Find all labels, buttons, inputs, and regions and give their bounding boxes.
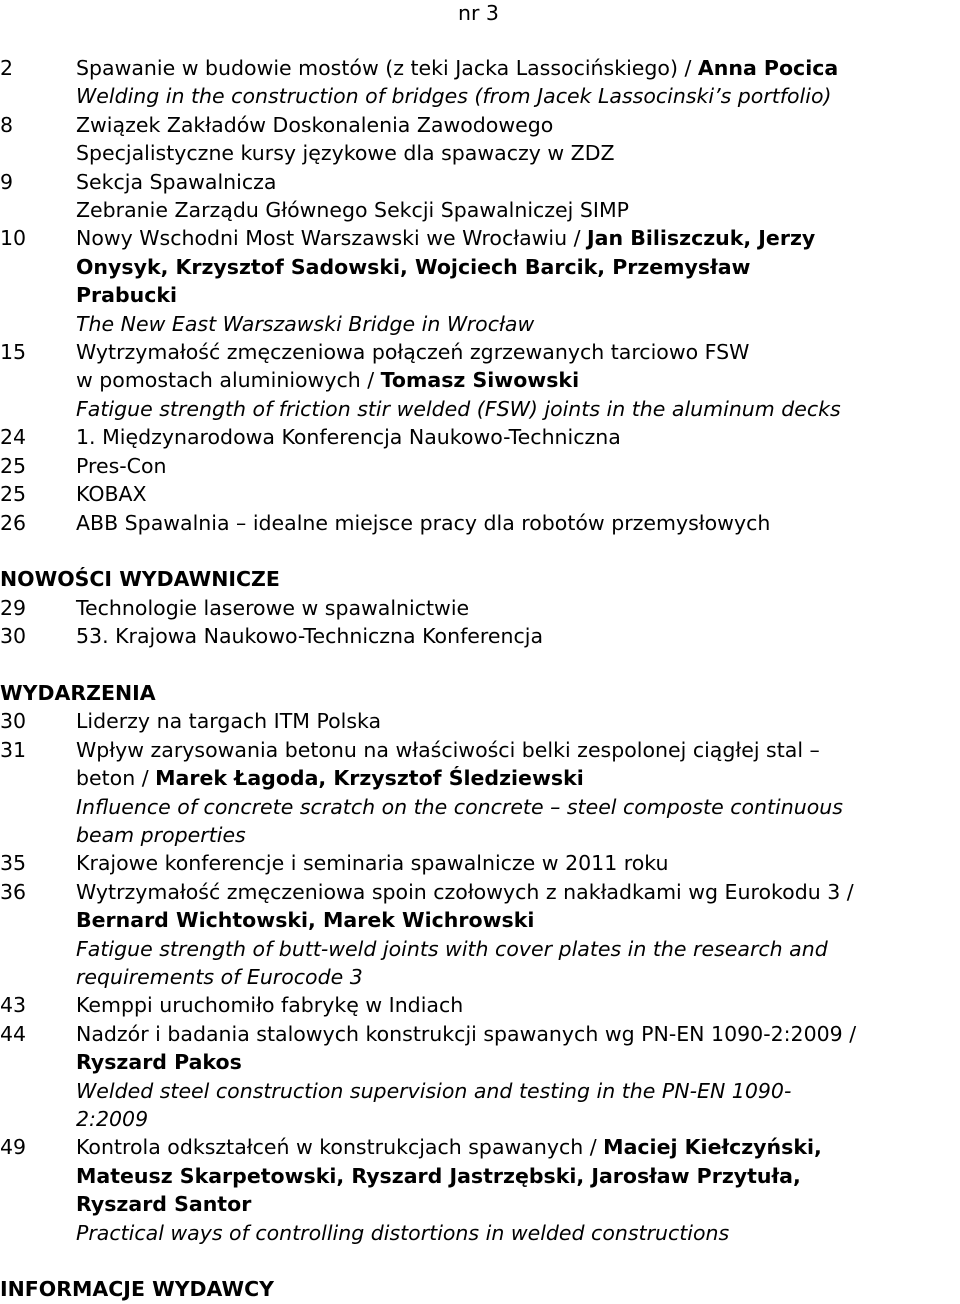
page-number: 35	[0, 851, 27, 876]
polish-title: Nowy Wschodni Most Warszawski we Wrocławiu / Jan Biliszczuk, Jerzy	[76, 226, 816, 251]
toc-entry	[0, 139, 960, 167]
polish-title: Związek Zakładów Doskonalenia Zawodowego	[76, 112, 554, 137]
english-title: Fatigue strength of butt-weld joints with cover plates in the research and	[76, 936, 828, 961]
english-title: Practical ways of controlling distortions in welded constructions	[76, 1220, 730, 1245]
toc-entry	[0, 224, 960, 338]
entry-text	[76, 1133, 960, 1247]
page-number: 31	[0, 737, 27, 762]
entry-text	[76, 54, 960, 111]
polish-title	[76, 1190, 960, 1218]
polish-title: Technologie laserowe w spawalnictwie	[76, 595, 470, 620]
toc-entry	[0, 423, 960, 451]
toc-entry	[0, 878, 960, 992]
page-number: 49	[0, 1135, 27, 1160]
polish-title	[76, 1048, 960, 1076]
author-names: Mateusz Skarpetowski, Ryszard Jastrzębski, Jarosław Przytuła,	[76, 1163, 801, 1188]
entry-text	[76, 168, 960, 196]
toc-entry	[0, 338, 960, 423]
page-number: 29	[0, 595, 27, 620]
entry-text	[76, 423, 960, 451]
entry-text	[76, 1020, 960, 1134]
page-number: 30	[0, 709, 27, 734]
polish-title: Wpływ zarysowania betonu na właściwości belki zespolonej ciągłej stal –	[76, 737, 820, 762]
polish-title: Krajowe konferencje i seminaria spawalnicze w 2011 roku	[76, 851, 669, 876]
author-names: Ryszard Pakos	[76, 1050, 242, 1075]
entry-text	[76, 509, 960, 537]
section-heading: INFORMACJE WYDAWCY	[0, 1277, 274, 1302]
polish-title: Kontrola odkształceń w konstrukcjach spawanych / Maciej Kiełczyński,	[76, 1135, 822, 1160]
english-title: Fatigue strength of friction stir welded (FSW) joints in the aluminum decks	[76, 396, 841, 421]
toc-entry	[0, 452, 960, 480]
polish-title	[76, 906, 960, 934]
toc-entry	[0, 196, 960, 224]
polish-title	[76, 1162, 960, 1190]
toc-entry	[0, 594, 960, 622]
english-title: Welding in the construction of bridges (from Jacek Lassocinski’s portfolio)	[76, 84, 832, 109]
entry-text	[76, 622, 960, 650]
toc-entry	[0, 849, 960, 877]
page-number: 36	[0, 879, 27, 904]
entry-text	[76, 707, 960, 735]
page-number: 2	[0, 56, 14, 80]
author-names: Maciej Kiełczyński,	[603, 1135, 822, 1160]
english-title: Influence of concrete scratch on the concrete – steel composte continuous	[76, 794, 843, 819]
entry-text	[76, 480, 960, 508]
polish-title: Spawanie w budowie mostów (z teki Jacka Lassocińskiego) / Anna Pocica	[76, 56, 839, 80]
page-number: 9	[0, 169, 14, 194]
polish-title: 1. Międzynarodowa Konferencja Naukowo-Techniczna	[76, 425, 621, 450]
page-number	[0, 139, 76, 167]
toc-entry	[0, 111, 960, 139]
polish-title: Nadzór i badania stalowych konstrukcji spawanych wg PN-EN 1090-2:2009 /	[76, 1021, 857, 1046]
entry-text	[76, 111, 960, 139]
entry-text	[76, 594, 960, 622]
author-names: Marek Łagoda, Krzysztof Śledziewski	[155, 766, 584, 791]
entry-text	[76, 849, 960, 877]
polish-title	[76, 253, 960, 281]
english-title: 2:2009	[76, 1107, 149, 1131]
english-title: The New East Warszawski Bridge in Wrocław	[76, 311, 535, 336]
polish-title: Wytrzymałość zmęczeniowa spoin czołowych z nakładkami wg Eurokodu 3 /	[76, 879, 854, 904]
section-heading: WYDARZENIA	[0, 680, 156, 705]
page-number: 44	[0, 1021, 27, 1046]
entry-text	[76, 991, 960, 1019]
polish-title: Sekcja Spawalnicza	[76, 169, 277, 194]
polish-title: 53. Krajowa Naukowo-Techniczna Konferencja	[76, 624, 544, 649]
author-names: Anna Pocica	[697, 56, 839, 80]
toc-entry	[0, 707, 960, 735]
page-number: 15	[0, 340, 27, 365]
entry-text	[76, 338, 960, 423]
english-title: Welded steel construction supervision and testing in the PN-EN 1090-	[76, 1078, 792, 1103]
page-number	[0, 196, 76, 224]
polish-title: KOBAX	[76, 482, 147, 507]
entry-text	[76, 224, 960, 338]
polish-title: beton / Marek Łagoda, Krzysztof Śledziewski	[76, 766, 584, 791]
toc-entry	[0, 480, 960, 508]
author-names: Jan Biliszczuk, Jerzy	[587, 226, 816, 251]
toc-entry	[0, 736, 960, 850]
polish-title: ABB Spawalnia – idealne miejsce pracy dla robotów przemysłowych	[76, 510, 771, 535]
entry-text	[76, 196, 960, 224]
english-title: requirements of Eurocode 3	[76, 964, 363, 989]
polish-title: Kemppi uruchomiło fabrykę w Indiach	[76, 993, 464, 1018]
entry-text	[76, 139, 960, 167]
page-number: 30	[0, 624, 27, 649]
page-number: 8	[0, 112, 14, 137]
toc-entry	[0, 509, 960, 537]
entry-text	[76, 452, 960, 480]
author-names: Onysyk, Krzysztof Sadowski, Wojciech Barcik, Przemysław	[76, 254, 751, 279]
entry-text	[76, 878, 960, 992]
english-title: beam properties	[76, 822, 246, 847]
toc-entry	[0, 168, 960, 196]
toc-entry	[0, 1020, 960, 1134]
toc-entry	[0, 54, 960, 111]
entry-text	[76, 736, 960, 850]
toc-entry	[0, 622, 960, 650]
author-names: Ryszard Santor	[76, 1192, 252, 1217]
polish-title	[76, 281, 960, 309]
author-names: Bernard Wichtowski, Marek Wichrowski	[76, 908, 535, 933]
page-number: 26	[0, 510, 27, 535]
polish-title: Zebranie Zarządu Głównego Sekcji Spawalniczej SIMP	[76, 198, 629, 223]
toc-entry	[0, 1133, 960, 1247]
issue-number: nr 3	[458, 1, 499, 25]
author-names: Prabucki	[76, 283, 178, 308]
section-heading: NOWOŚCI WYDAWNICZE	[0, 567, 280, 592]
page-number: 24	[0, 425, 27, 450]
page-number: 43	[0, 993, 27, 1018]
polish-title: Wytrzymałość zmęczeniowa połączeń zgrzewanych tarciowo FSW	[76, 340, 750, 365]
page-number: 10	[0, 226, 27, 251]
polish-title: Specjalistyczne kursy językowe dla spawaczy w ZDZ	[76, 141, 615, 166]
toc-entry	[0, 991, 960, 1019]
page-number: 25	[0, 482, 27, 507]
page-number: 25	[0, 453, 27, 478]
polish-title: Pres-Con	[76, 453, 167, 478]
polish-title: Liderzy na targach ITM Polska	[76, 709, 382, 734]
table-of-contents	[0, 54, 960, 1304]
polish-title: w pomostach aluminiowych / Tomasz Siwowski	[76, 368, 580, 393]
author-names: Tomasz Siwowski	[380, 368, 580, 393]
